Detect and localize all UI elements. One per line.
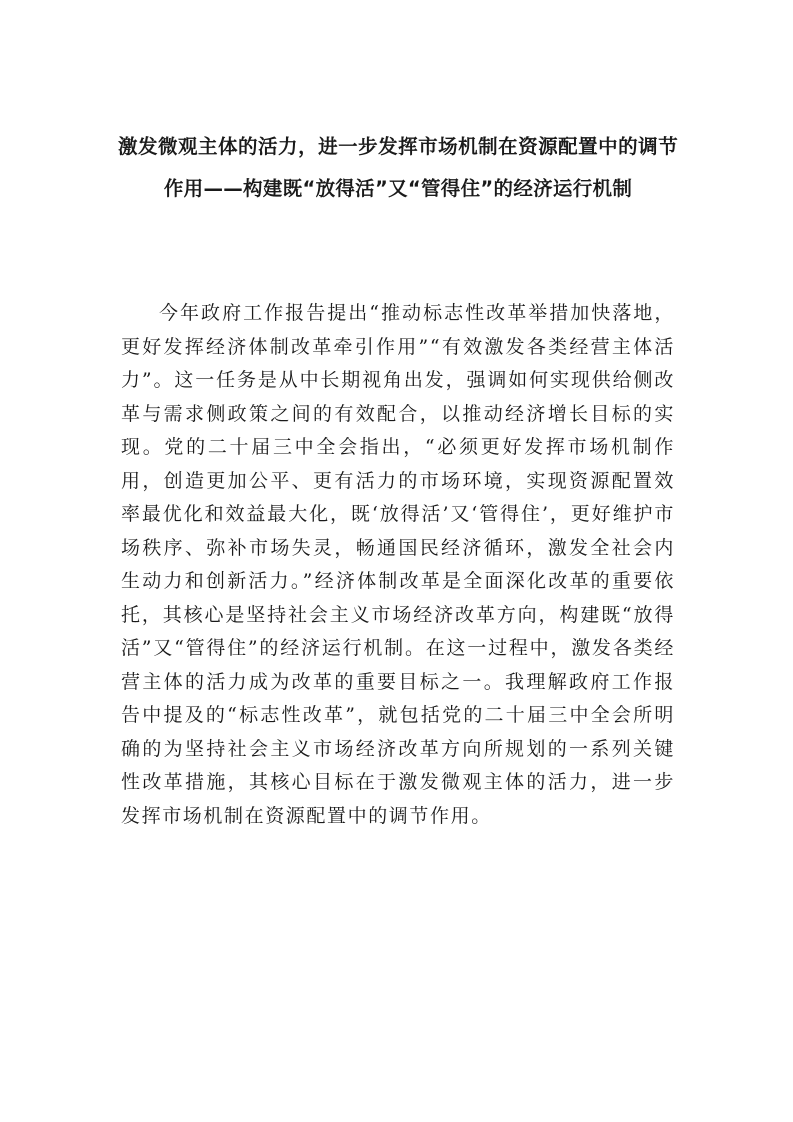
body-paragraph: 今年政府工作报告提出“推动标志性改革举措加快落地，更好发挥经济体制改革牵引作用”“有效激发各类经营主体活力”。这一任务是从中长期视角出发，强调如何实现供给侧改革与需求侧政策之间的有效配合，以推动经济增长目标的实现。党的二十届三中全会指出，“必须更好发挥市场机制作用，创造更加公平、更有活力的市场环境，实现资源配置效率最优化和效益最大化，既‘放得活’又‘管得住’，更好维护市场秩序、弥补市场失灵，畅通国民经济循环，激发全社会内生动力和创新活力。”经济体制改革是全面深化改革的重要依托，其核心是坚持社会主义市场经济改革方向，构建既“放得活”又“管得住”的经济运行机制。在这一过程中，激发各类经营主体的活力成为改革的重要目标之一。我理解政府工作报告中提及的“标志性改革”，就包括党的二十届三中全会所明确的为坚持社会主义市场经济改革方向所规划的一系列关键性改革措施，其核心目标在于激发微观主体的活力，进一步发挥市场机制在资源配置中的调节作用。 — [121, 302, 675, 827]
document-title: 激发微观主体的活力，进一步发挥市场机制在资源配置中的调节作用——构建既“放得活”又“管得住”的经济运行机制 — [118, 135, 678, 200]
